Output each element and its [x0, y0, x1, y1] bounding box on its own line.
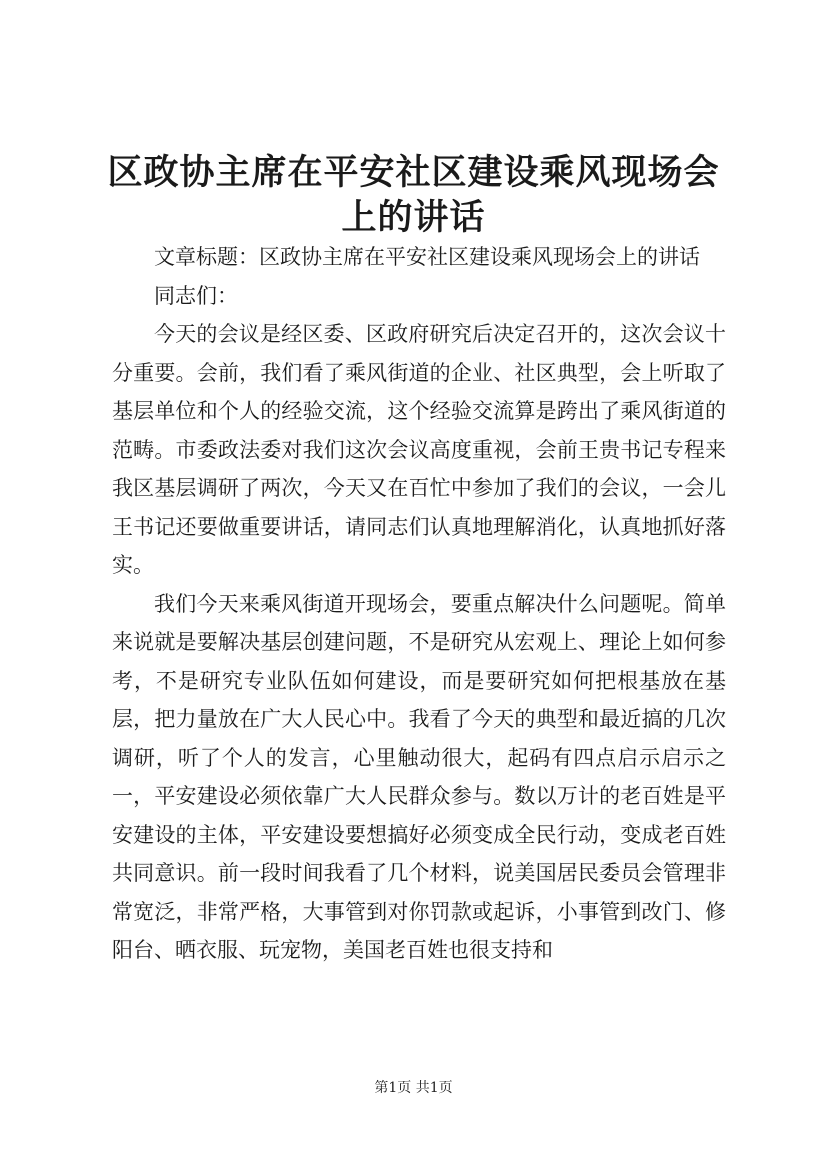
document-body	[112, 238, 726, 970]
page-footer: 第1页 共1页	[374, 1080, 453, 1096]
salutation: 同志们：	[154, 283, 238, 308]
paragraph: 今天的会议是经区委、区政府研究后决定召开的，这次会议十分重要。会前，我们看了乘风街道的企业、社区典型，会上听取了基层单位和个人的经验交流，这个经验交流算是跨出了乘风街道的范畴。市委政法委对我们这次会议高度重视，会前王贵书记专程来我区基层调研了两次，今天又在百忙中参加了我们的会议，一会儿王书记还要做重要讲话，请同志们认真地理解消化，认真地抓好落实。	[112, 322, 726, 577]
document-title: 区政协主席在平安社区建设乘风现场会上的讲话	[107, 152, 720, 238]
paragraph: 我们今天来乘风街道开现场会，要重点解决什么问题呢。简单来说就是要解决基层创建问题，不是研究从宏观上、理论上如何参考，不是研究专业队伍如何建设，而是要研究如何把根基放在基层，把力量放在广大人民心中。我看了今天的典型和最近搞的几次调研，听了个人的发言，心里触动很大，起码有四点启示启示之一，平安建设必须依靠广大人民群众参与。数以万计的老百姓是平安建设的主体，平安建设要想搞好必须变成全民行动，变成老百姓共同意识。前一段时间我看了几个材料，说美国居民委员会管理非常宽泛，非常严格，大事管到对你罚款或起诉，小事管到改门、修阳台、晒衣服、玩宠物，美国老百姓也很支持和	[112, 591, 726, 962]
article-title-line: 文章标题：区政协主席在平安社区建设乘风现场会上的讲话	[154, 245, 700, 269]
